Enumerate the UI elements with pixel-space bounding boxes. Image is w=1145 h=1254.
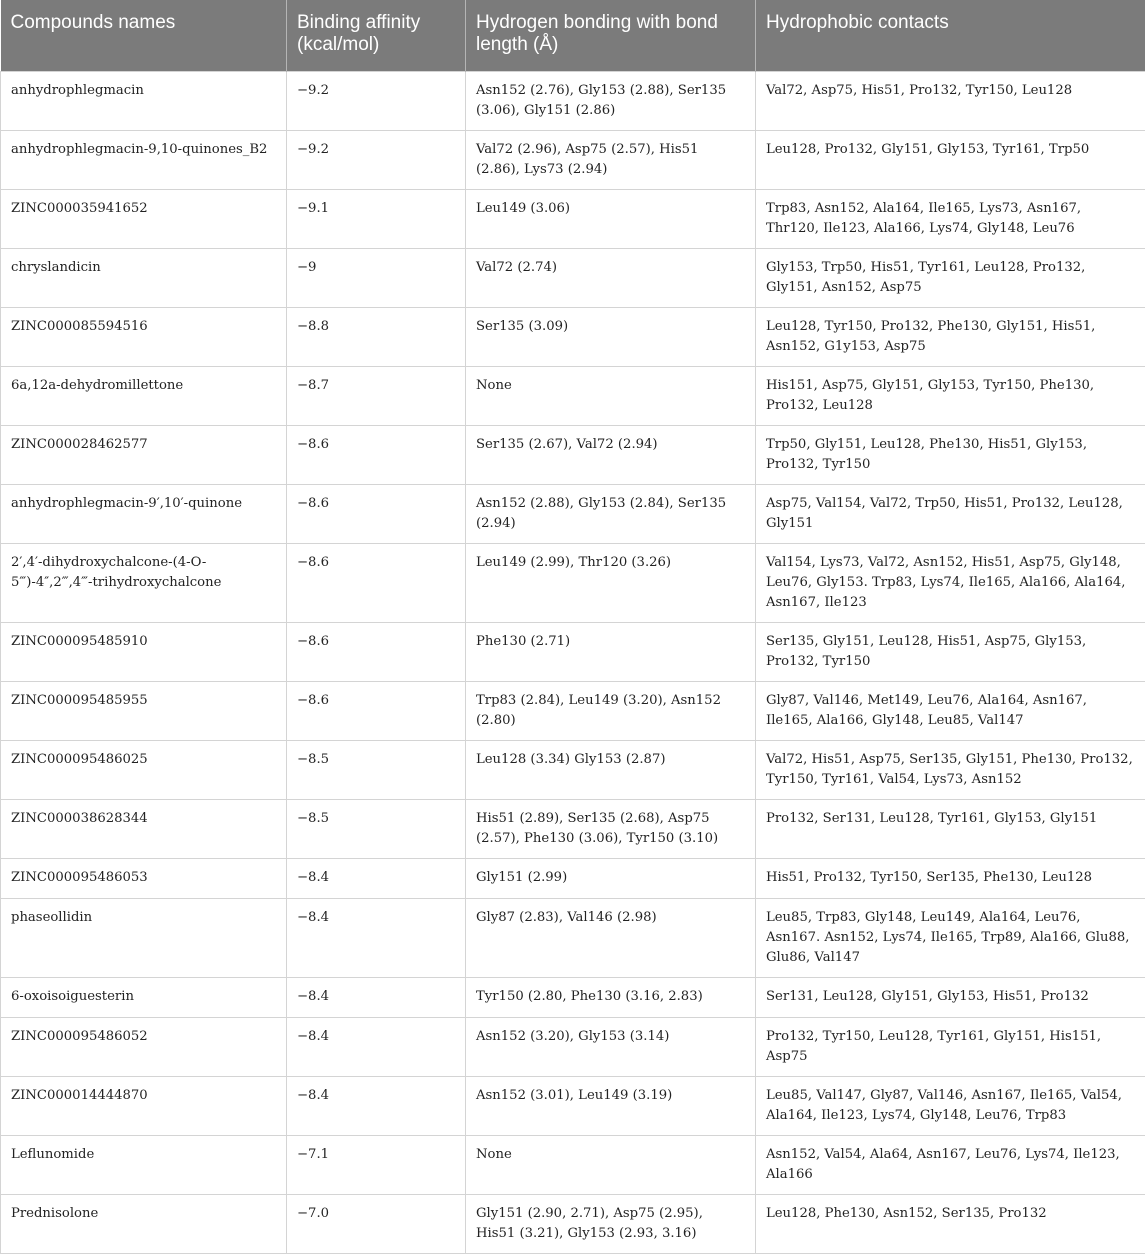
hydrogen-bonding-cell: Asn152 (2.76), Gly153 (2.88), Ser135 (3.06), Gly151 (2.86) <box>466 72 756 131</box>
header-hydrogen-bonding: Hydrogen bonding with bond length (Å) <box>466 0 756 72</box>
table-row <box>1 426 1145 485</box>
hydrophobic-contacts-cell: Trp83, Asn152, Ala164, Ile165, Lys73, Asn167, Thr120, Ile123, Ala166, Lys74, Gly148, Leu76 <box>756 190 1145 249</box>
table-row <box>1 859 1145 899</box>
table-row <box>1 682 1145 741</box>
header-row <box>1 0 1145 72</box>
binding-affinity-cell: −8.5 <box>287 741 466 800</box>
hydrogen-bonding-cell: Asn152 (3.20), Gly153 (3.14) <box>466 1018 756 1077</box>
header-hydrophobic-contacts: Hydrophobic contacts <box>756 0 1145 72</box>
table-row <box>1 72 1145 131</box>
header-compound-name: Compounds names <box>1 0 287 72</box>
table-row <box>1 1018 1145 1077</box>
compound-name-cell: ZINC000095485910 <box>1 623 287 682</box>
hydrogen-bonding-cell: Leu149 (3.06) <box>466 190 756 249</box>
hydrophobic-contacts-cell: His151, Asp75, Gly151, Gly153, Tyr150, Phe130, Pro132, Leu128 <box>756 367 1145 426</box>
hydrophobic-contacts-cell: Pro132, Ser131, Leu128, Tyr161, Gly153, Gly151 <box>756 800 1145 859</box>
hydrogen-bonding-cell: Leu149 (2.99), Thr120 (3.26) <box>466 544 756 623</box>
binding-affinity-cell: −9.2 <box>287 72 466 131</box>
hydrogen-bonding-cell: Gly87 (2.83), Val146 (2.98) <box>466 899 756 978</box>
table-row <box>1 190 1145 249</box>
hydrophobic-contacts-cell: Leu85, Val147, Gly87, Val146, Asn167, Ile165, Val54, Ala164, Ile123, Lys74, Gly148, Leu76, Trp83 <box>756 1077 1145 1136</box>
compound-name-cell: anhydrophlegmacin-9,10-quinones_B2 <box>1 131 287 190</box>
hydrogen-bonding-cell: Asn152 (3.01), Leu149 (3.19) <box>466 1077 756 1136</box>
hydrophobic-contacts-cell: Leu128, Tyr150, Pro132, Phe130, Gly151, His51, Asn152, G1y153, Asp75 <box>756 308 1145 367</box>
table-row <box>1 978 1145 1018</box>
table-row <box>1 1077 1145 1136</box>
binding-affinity-cell: −8.7 <box>287 367 466 426</box>
hydrophobic-contacts-cell: Val72, Asp75, His51, Pro132, Tyr150, Leu128 <box>756 72 1145 131</box>
compound-name-cell: 6-oxoisoiguesterin <box>1 978 287 1018</box>
compound-name-cell: ZINC000095486052 <box>1 1018 287 1077</box>
hydrophobic-contacts-cell: Leu85, Trp83, Gly148, Leu149, Ala164, Leu76, Asn167. Asn152, Lys74, Ile165, Trp89, Ala166, Glu88, Glu86, Val147 <box>756 899 1145 978</box>
hydrogen-bonding-cell: Ser135 (2.67), Val72 (2.94) <box>466 426 756 485</box>
hydrogen-bonding-cell: Gly151 (2.99) <box>466 859 756 899</box>
hydrogen-bonding-cell: Leu128 (3.34) Gly153 (2.87) <box>466 741 756 800</box>
binding-affinity-cell: −8.6 <box>287 682 466 741</box>
hydrophobic-contacts-cell: Asp75, Val154, Val72, Trp50, His51, Pro132, Leu128, Gly151 <box>756 485 1145 544</box>
compound-name-cell: chryslandicin <box>1 249 287 308</box>
hydrophobic-contacts-cell: His51, Pro132, Tyr150, Ser135, Phe130, Leu128 <box>756 859 1145 899</box>
compound-name-cell: anhydrophlegmacin-9′,10′-quinone <box>1 485 287 544</box>
hydrophobic-contacts-cell: Trp50, Gly151, Leu128, Phe130, His51, Gly153, Pro132, Tyr150 <box>756 426 1145 485</box>
hydrogen-bonding-cell: Val72 (2.74) <box>466 249 756 308</box>
compound-name-cell: Prednisolone <box>1 1195 287 1254</box>
table-row <box>1 367 1145 426</box>
table-row <box>1 623 1145 682</box>
binding-affinity-cell: −8.8 <box>287 308 466 367</box>
table-row <box>1 800 1145 859</box>
hydrogen-bonding-cell: Phe130 (2.71) <box>466 623 756 682</box>
binding-affinity-cell: −7.0 <box>287 1195 466 1254</box>
hydrogen-bonding-cell: Trp83 (2.84), Leu149 (3.20), Asn152 (2.80) <box>466 682 756 741</box>
binding-affinity-cell: −9.1 <box>287 190 466 249</box>
hydrophobic-contacts-cell: Ser131, Leu128, Gly151, Gly153, His51, Pro132 <box>756 978 1145 1018</box>
binding-affinity-cell: −8.4 <box>287 859 466 899</box>
compound-name-cell: ZINC000038628344 <box>1 800 287 859</box>
table-row <box>1 741 1145 800</box>
table-row <box>1 131 1145 190</box>
binding-affinity-cell: −8.6 <box>287 485 466 544</box>
binding-affinity-cell: −8.4 <box>287 1077 466 1136</box>
table-row <box>1 249 1145 308</box>
hydrophobic-contacts-cell: Val72, His51, Asp75, Ser135, Gly151, Phe130, Pro132, Tyr150, Tyr161, Val54, Lys73, Asn152 <box>756 741 1145 800</box>
binding-affinity-cell: −7.1 <box>287 1136 466 1195</box>
binding-affinity-cell: −8.6 <box>287 426 466 485</box>
hydrogen-bonding-cell: Val72 (2.96), Asp75 (2.57), His51 (2.86), Lys73 (2.94) <box>466 131 756 190</box>
compound-name-cell: anhydrophlegmacin <box>1 72 287 131</box>
compound-name-cell: 6a,12a-dehydromillettone <box>1 367 287 426</box>
binding-affinity-cell: −8.4 <box>287 978 466 1018</box>
hydrophobic-contacts-cell: Ser135, Gly151, Leu128, His51, Asp75, Gly153, Pro132, Tyr150 <box>756 623 1145 682</box>
table-body <box>1 72 1145 1254</box>
compound-name-cell: ZINC000028462577 <box>1 426 287 485</box>
hydrophobic-contacts-cell: Gly153, Trp50, His51, Tyr161, Leu128, Pro132, Gly151, Asn152, Asp75 <box>756 249 1145 308</box>
table-row <box>1 1195 1145 1254</box>
compound-name-cell: ZINC000085594516 <box>1 308 287 367</box>
binding-affinity-cell: −8.5 <box>287 800 466 859</box>
compound-name-cell: 2′,4′-dihydroxychalcone-(4-O-5‴)-4″,2‴,4‴-trihydroxychalcone <box>1 544 287 623</box>
compound-name-cell: phaseollidin <box>1 899 287 978</box>
hydrophobic-contacts-cell: Asn152, Val54, Ala64, Asn167, Leu76, Lys74, Ile123, Ala166 <box>756 1136 1145 1195</box>
hydrogen-bonding-cell: Asn152 (2.88), Gly153 (2.84), Ser135 (2.94) <box>466 485 756 544</box>
hydrophobic-contacts-cell: Val154, Lys73, Val72, Asn152, His51, Asp75, Gly148, Leu76, Gly153. Trp83, Lys74, Ile165, Ala166, Ala164, Asn167, Ile123 <box>756 544 1145 623</box>
binding-affinity-cell: −9.2 <box>287 131 466 190</box>
binding-affinity-cell: −8.6 <box>287 623 466 682</box>
header-binding-affinity: Binding affinity (kcal/mol) <box>287 0 466 72</box>
compound-name-cell: ZINC000095486025 <box>1 741 287 800</box>
compound-name-cell: ZINC000095485955 <box>1 682 287 741</box>
hydrogen-bonding-cell: Ser135 (3.09) <box>466 308 756 367</box>
hydrogen-bonding-cell: Tyr150 (2.80, Phe130 (3.16, 2.83) <box>466 978 756 1018</box>
hydrophobic-contacts-cell: Pro132, Tyr150, Leu128, Tyr161, Gly151, His151, Asp75 <box>756 1018 1145 1077</box>
table-row <box>1 544 1145 623</box>
hydrophobic-contacts-cell: Gly87, Val146, Met149, Leu76, Ala164, Asn167, Ile165, Ala166, Gly148, Leu85, Val147 <box>756 682 1145 741</box>
compound-name-cell: ZINC000095486053 <box>1 859 287 899</box>
table-row <box>1 899 1145 978</box>
hydrogen-bonding-cell: None <box>466 1136 756 1195</box>
table-row <box>1 308 1145 367</box>
binding-affinity-cell: −8.6 <box>287 544 466 623</box>
hydrogen-bonding-cell: None <box>466 367 756 426</box>
hydrophobic-contacts-cell: Leu128, Pro132, Gly151, Gly153, Tyr161, Trp50 <box>756 131 1145 190</box>
compound-name-cell: ZINC000035941652 <box>1 190 287 249</box>
compound-name-cell: ZINC000014444870 <box>1 1077 287 1136</box>
table-row <box>1 485 1145 544</box>
hydrophobic-contacts-cell: Leu128, Phe130, Asn152, Ser135, Pro132 <box>756 1195 1145 1254</box>
table-header <box>1 0 1145 72</box>
compound-name-cell: Leflunomide <box>1 1136 287 1195</box>
binding-affinity-cell: −8.4 <box>287 1018 466 1077</box>
binding-affinity-cell: −9 <box>287 249 466 308</box>
binding-affinity-cell: −8.4 <box>287 899 466 978</box>
table-row <box>1 1136 1145 1195</box>
hydrogen-bonding-cell: Gly151 (2.90, 2.71), Asp75 (2.95), His51 (3.21), Gly153 (2.93, 3.16) <box>466 1195 756 1254</box>
hydrogen-bonding-cell: His51 (2.89), Ser135 (2.68), Asp75 (2.57), Phe130 (3.06), Tyr150 (3.10) <box>466 800 756 859</box>
